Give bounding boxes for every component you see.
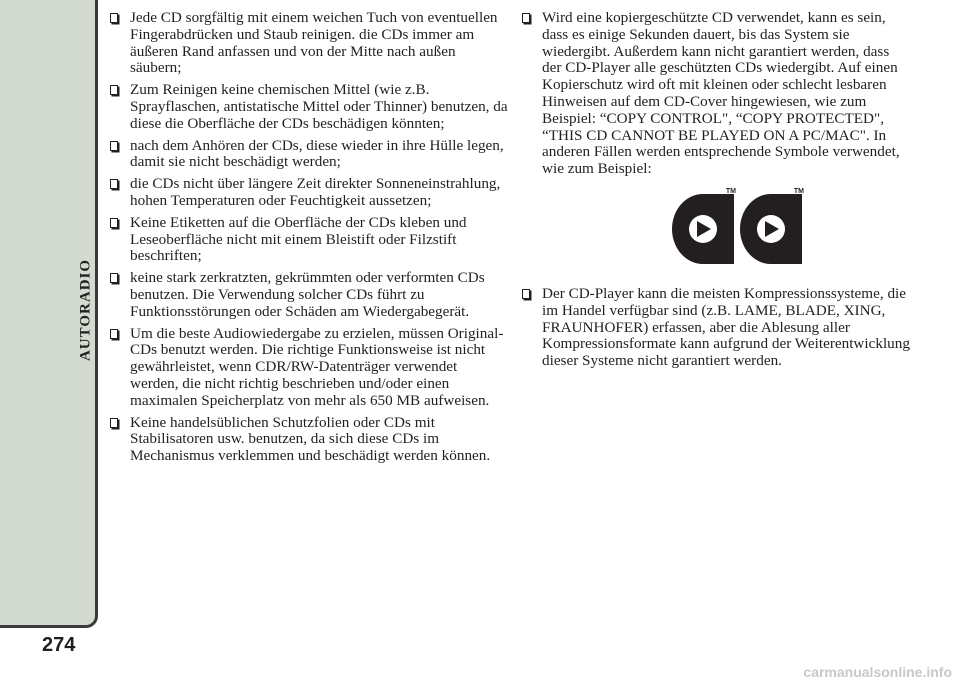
section-label: AUTORADIO [77,258,94,362]
checkbox-bullet-icon [110,141,118,151]
checkbox-bullet-icon [110,418,118,428]
trademark-mark: TM [793,187,804,195]
list-item [110,326,508,410]
checkbox-bullet-icon [522,289,530,299]
list-item-text: Der CD-Player kann die meisten Kompressionssysteme, die im Handel verfügbar sind (z.B. LAME, BLADE, XING, FRAUNHOFER) erfassen, aber die Ablesung aller Kompressionsformate kann aufgrund der Weiterentwicklung dieser Systeme nicht garantiert werden. [542,284,910,370]
list-item-text: Keine Etiketten auf die Oberfläche der CDs kleben und Leseoberfläche nicht mit einem Bleistift oder Filzstift beschriften; [130,213,467,265]
checkbox-bullet-icon [110,85,118,95]
list-item [110,138,508,172]
list-item [110,176,508,210]
copy-protection-logo [740,187,804,264]
list-item [110,270,508,320]
page-number: 274 [42,634,76,656]
list-item-text: die CDs nicht über längere Zeit direkter Sonneneinstrahlung, hohen Temperaturen oder Feuchtigkeit aussetzen; [130,175,501,209]
list-item-text: nach dem Anhören der CDs, diese wieder in ihre Hülle legen, damit sie nicht beschädigt werden; [130,136,504,171]
copy-protection-symbols [522,187,912,264]
right-column [522,10,912,375]
left-column [110,10,508,470]
checkbox-bullet-icon [110,218,118,228]
list-item-text: Zum Reinigen keine chemischen Mittel (wie z.B. Sprayflaschen, antistatische Mittel oder Thinner) benutzen, da diese die Oberfläche der CDs beschädigen könnten; [130,81,508,132]
list-item [522,10,912,178]
list-item-text: keine stark zerkratzten, gekrümmten oder verformten CDs benutzen. Die Verwendung solcher CDs führt zu Funktionsstörungen oder Schäden am Wiedergabegerät. [130,269,485,320]
list-item [110,415,508,465]
checkbox-bullet-icon [110,179,118,189]
list-item [110,10,508,77]
list-item-text: Um die beste Audiowiedergabe zu erzielen, müssen Original-CDs benutzt werden. Die richtige Funktionsweise ist nicht gewährleistet, wenn CDR/RW-Datenträger verwendet werden, die nicht richtig beschrieben und/oder einen maximalen Speicherplatz von mehr als 650 MB aufweisen. [130,324,504,409]
checkbox-bullet-icon [110,273,118,283]
list-item-text: Jede CD sorgfältig mit einem weichen Tuch von eventuellen Fingerabdrücken und Staub reinigen. die CDs immer am äußeren Rand anfassen und von der Mitte nach außen säubern; [130,9,498,77]
list-item-text: Wird eine kopiergeschützte CD verwendet, kann es sein, dass es einige Sekunden dauert, bis das System sie wiedergibt. Außerdem kann nicht garantiert werden, dass der CD-Player alle geschützten CDs wiedergibt. Auf einen Kopierschutz wird oft mit kleinen oder schlecht lesbaren Hinweisen auf dem CD-Cover hingewiesen, wie zum Beispiel: “COPY CONTROL", “COPY PROTECTED", “THIS CD CANNOT BE PLAYED ON A PC/MAC". In anderen Fällen werden entsprechende Symbole verwendet, wie zum Beispiel: [542,9,900,178]
list-item [110,215,508,265]
list-item [522,286,912,370]
trademark-mark: TM [725,187,736,195]
copy-protection-logo [672,187,736,264]
list-item-text: Keine handelsüblichen Schutzfolien oder CDs mit Stabilisatoren usw. benutzen, da sich diese CDs im Mechanismus verklemmen und beschädigt werden können. [130,413,491,465]
watermark: carmanualsonline.info [803,664,952,680]
list-item [110,82,508,132]
copy-protection-logo-icon [672,194,734,264]
checkbox-bullet-icon [110,13,118,23]
copy-protection-logo-icon [740,194,802,264]
checkbox-bullet-icon [522,13,530,23]
checkbox-bullet-icon [110,329,118,339]
